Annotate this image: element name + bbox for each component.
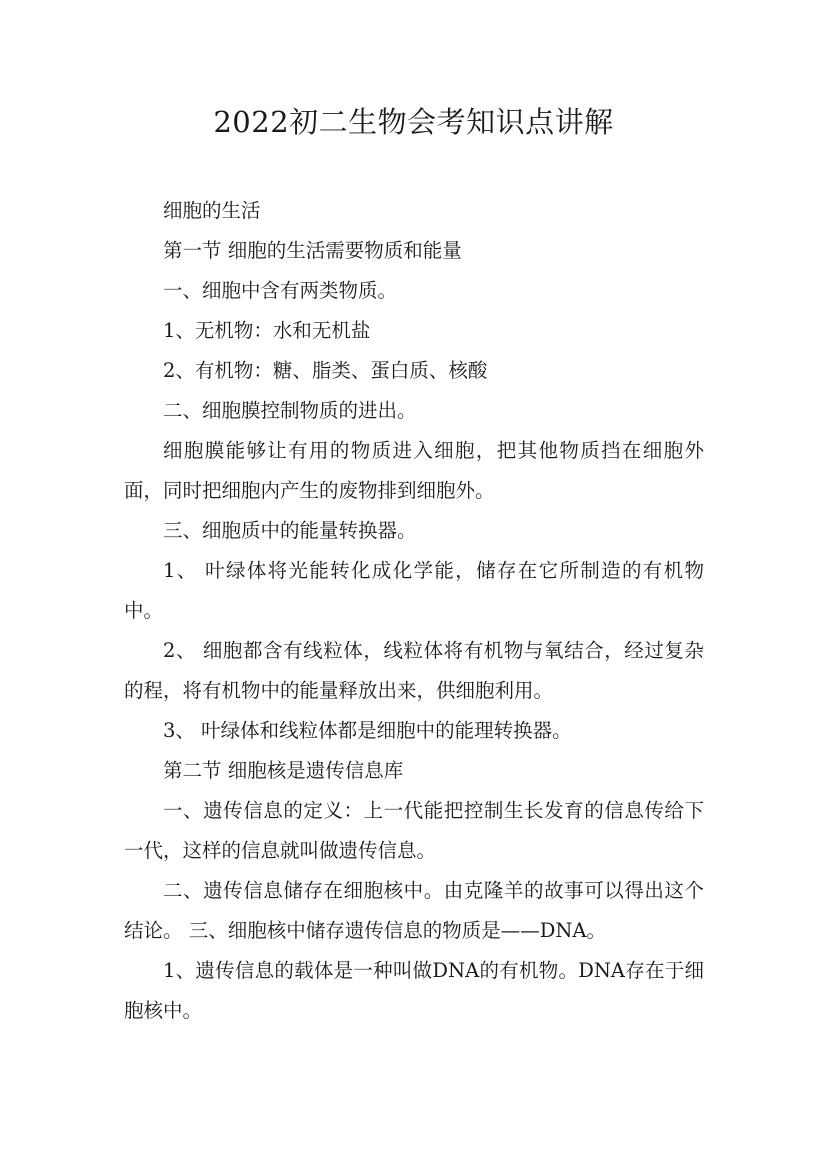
paragraph: 一、细胞中含有两类物质。 <box>163 279 398 302</box>
paragraph: 3、 叶绿体和线粒体都是细胞中的能理转换器。 <box>163 719 572 742</box>
paragraph: 二、细胞膜控制物质的进出。 <box>163 399 417 422</box>
paragraph: 二、遗传信息储存在细胞核中。由克隆羊的故事可以得出这个结论。 三、细胞核中储存遗传信息的物质是——DNA。 <box>124 879 704 942</box>
paragraph: 2、 细胞都含有线粒体，线粒体将有机物与氧结合，经过复杂的程，将有机物中的能量释放出来，供细胞利用。 <box>124 639 704 702</box>
section-heading: 细胞的生活 <box>163 199 261 222</box>
document-title: 2022初二生物会考知识点讲解 <box>213 105 614 139</box>
paragraph: 一、遗传信息的定义：上一代能把控制生长发育的信息传给下一代，这样的信息就叫做遗传信息。 <box>124 799 704 862</box>
subsection-heading: 第一节 细胞的生活需要物质和能量 <box>163 239 462 262</box>
paragraph: 细胞膜能够让有用的物质进入细胞，把其他物质挡在细胞外面，同时把细胞内产生的废物排到细胞外。 <box>124 439 704 502</box>
document-body <box>124 191 704 1031</box>
paragraph: 1、无机物：水和无机盐 <box>163 319 371 342</box>
paragraph: 2、有机物：糖、脂类、蛋白质、核酸 <box>163 359 488 382</box>
paragraph: 1、 叶绿体将光能转化成化学能，储存在它所制造的有机物中。 <box>124 559 704 622</box>
paragraph: 三、细胞质中的能量转换器。 <box>163 519 417 542</box>
paragraph: 1、遗传信息的载体是一种叫做DNA的有机物。DNA存在于细胞核中。 <box>124 959 704 1022</box>
subsection-heading: 第二节 细胞核是遗传信息库 <box>163 759 404 782</box>
